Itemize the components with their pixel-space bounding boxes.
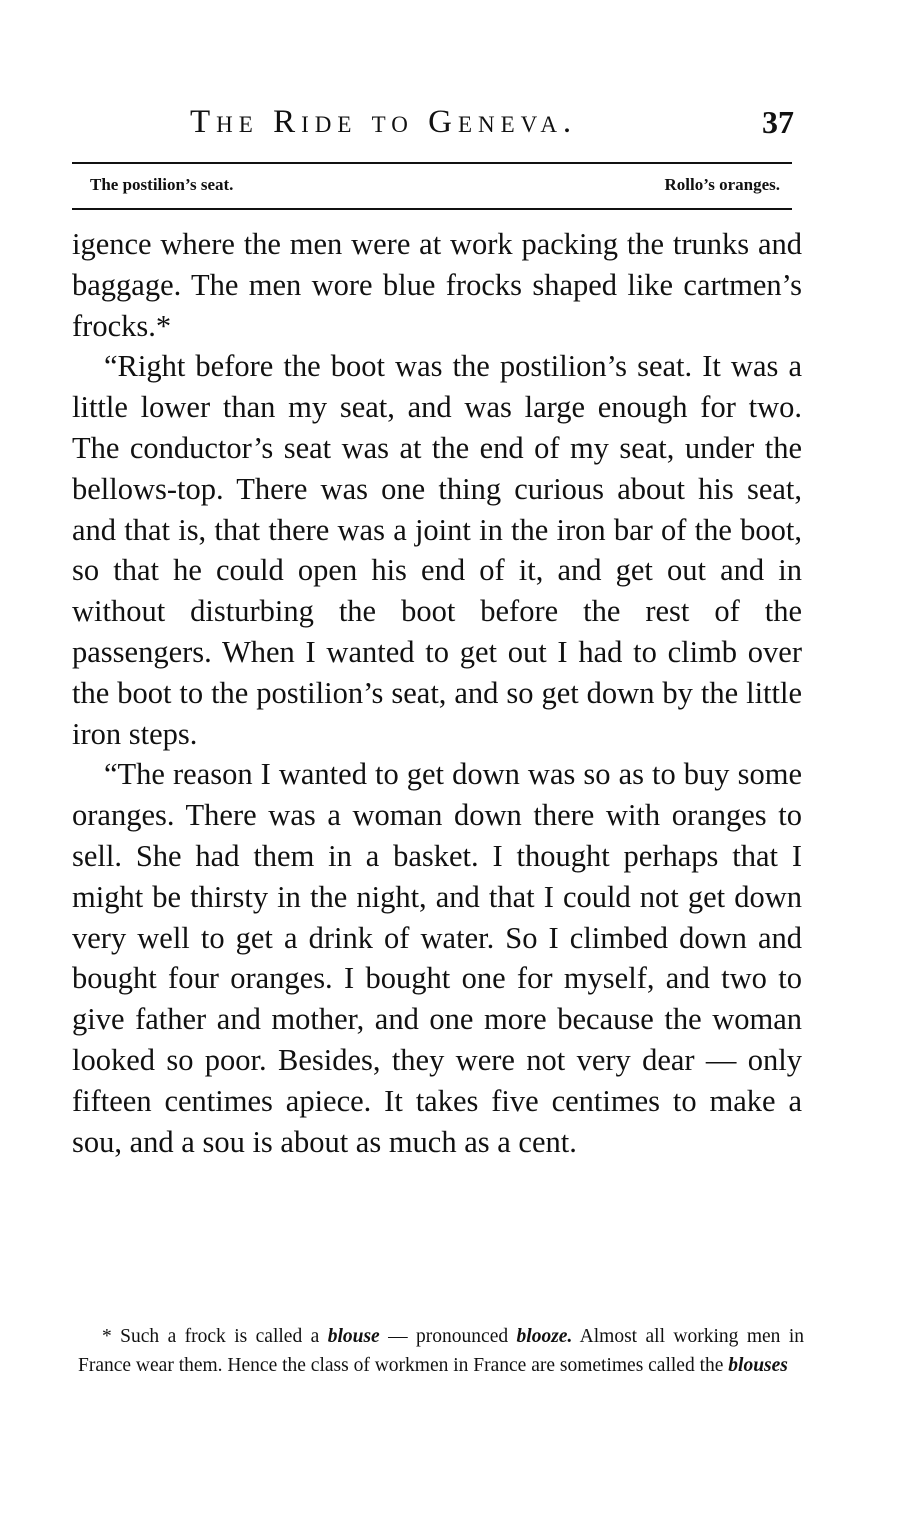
header-rule-top	[72, 162, 792, 164]
body-text	[72, 224, 802, 1162]
running-head	[72, 104, 794, 148]
paragraph-continued: igence where the men were at work packing the trunks and baggage. The men wore blue frocks shaped like cartmen’s frocks.*	[72, 227, 802, 343]
header-rule-bottom	[72, 208, 792, 210]
footnote-part-3: Almost all working men in France wear them. Hence the class of workmen in France are sometimes called the	[78, 1326, 804, 1376]
footnote-word-blouse: blouse	[327, 1326, 380, 1347]
footnote-part-1: * Such a frock is called a	[102, 1326, 328, 1347]
left-subhead: The postilion’s seat.	[90, 175, 234, 194]
footnote-word-blooze: blooze.	[516, 1326, 573, 1347]
section-subheads	[90, 175, 780, 199]
page-number: 37	[762, 104, 794, 140]
paragraph-oranges: “The reason I wanted to get down was so as to buy some oranges. There was a woman down there with oranges to sell. She had them in a basket. I thought perhaps that I might be thirsty in the night, and that I could not get down very well to get a drink of water. So I climbed down and bought four oranges. I bought one for myself, and two to give father and mother, and one more because the woman looked so poor. Besides, they were not very dear — only fifteen centimes apiece. It takes five centimes to make a sou, and a sou is about as much as a cent.	[72, 757, 802, 1159]
footnote-word-blouses: blouses	[728, 1355, 788, 1376]
paragraph-postilion-seat: “Right before the boot was the postilion’s seat. It was a little lower than my seat, and was large enough for two. The conductor’s seat was at the end of my seat, under the bellows-top. There was one thing curious about his seat, and that is, that there was a joint in the iron bar of the boot, so that he could open his end of it, and get out and in without disturbing the boot before the rest of the passengers. When I wanted to get out I had to climb over the boot to the postilion’s seat, and so get down by the little iron steps.	[72, 349, 802, 751]
footnote-part-2: — pronounced	[379, 1326, 517, 1347]
right-subhead: Rollo’s oranges.	[664, 175, 780, 194]
chapter-title: The Ride to Geneva.	[190, 104, 578, 140]
footnote	[78, 1322, 804, 1380]
footnote-text	[78, 1322, 804, 1380]
